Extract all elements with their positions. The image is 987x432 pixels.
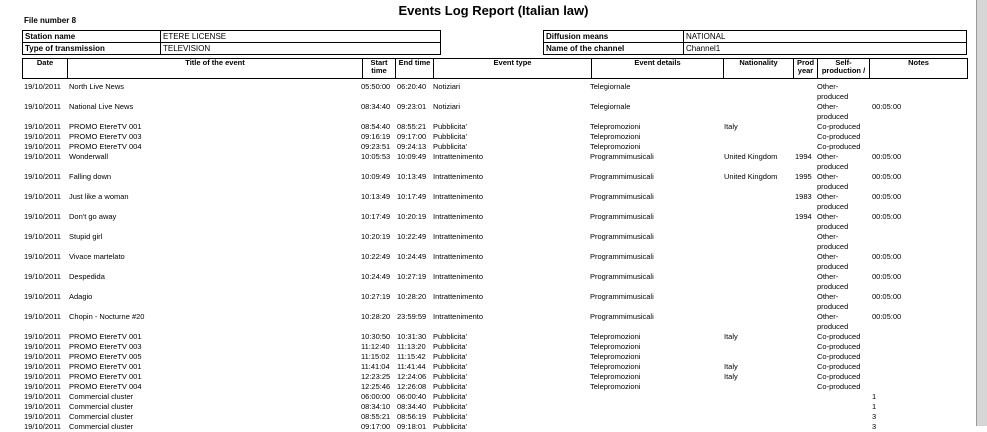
cell-notes: 00:05:00 (872, 212, 902, 221)
cell-notes: 00:05:00 (872, 292, 902, 301)
cell-production: Other-produced (817, 292, 849, 311)
diffusion-value: NATIONAL (686, 32, 726, 41)
cell-title: Commercial cluster (69, 422, 134, 431)
cell-start: 10:22:49 (361, 252, 391, 261)
cell-date: 19/10/2011 (24, 342, 61, 351)
cell-production: Co-produced (817, 122, 861, 131)
cell-end: 12:24:06 (397, 372, 427, 381)
table-row (0, 332, 987, 342)
table-row (0, 252, 987, 272)
cell-production: Other-produced (817, 82, 849, 101)
cell-type: Pubblicita' (433, 402, 467, 411)
cell-date: 19/10/2011 (24, 392, 61, 401)
cell-start: 11:12:40 (361, 342, 390, 351)
cell-type: Notiziari (433, 102, 461, 111)
cell-end: 08:55:21 (397, 122, 427, 131)
cell-title: PROMO EtereTV 005 (69, 352, 142, 361)
cell-title: Despedida (69, 272, 105, 281)
cell-type: Intrattenimento (433, 192, 484, 201)
table-row (0, 212, 987, 232)
cell-end: 12:26:08 (397, 382, 427, 391)
cell-notes: 00:05:00 (872, 252, 902, 261)
cell-start: 10:20:19 (361, 232, 391, 241)
cell-title: PROMO EtereTV 001 (69, 122, 142, 131)
cell-details: Telepromozioni (590, 352, 641, 361)
cell-end: 11:41:44 (397, 362, 426, 371)
cell-title: PROMO EtereTV 001 (69, 332, 142, 341)
table-row (0, 382, 987, 392)
cell-type: Pubblicita' (433, 382, 467, 391)
cell-type: Intrattenimento (433, 172, 484, 181)
cell-type: Pubblicita' (433, 342, 467, 351)
table-row (0, 312, 987, 332)
cell-title: Stupid girl (69, 232, 103, 241)
cell-details: Telepromozioni (590, 372, 641, 381)
cell-end: 11:13:20 (397, 342, 426, 351)
cell-title: Adagio (69, 292, 93, 301)
cell-title: Commercial cluster (69, 412, 134, 421)
cell-title: PROMO EtereTV 004 (69, 142, 142, 151)
cell-production: Other-produced (817, 252, 849, 271)
cell-date: 19/10/2011 (24, 152, 61, 161)
cell-date: 19/10/2011 (24, 372, 61, 381)
cell-type: Pubblicita' (433, 142, 467, 151)
cell-details: Programmimusicali (590, 312, 654, 321)
diffusion-label: Diffusion means (544, 31, 684, 42)
cell-nationality: Italy (724, 372, 738, 381)
cell-prod-year: 1995 (795, 172, 812, 181)
cell-start: 08:55:21 (361, 412, 391, 421)
cell-end: 06:20:40 (397, 82, 427, 91)
cell-production: Co-produced (817, 352, 861, 361)
cell-date: 19/10/2011 (24, 142, 61, 151)
cell-details: Programmimusicali (590, 252, 654, 261)
table-row (0, 132, 987, 142)
cell-end: 08:34:40 (397, 402, 427, 411)
col-self-production: Self-production / (817, 59, 869, 78)
cell-end: 10:22:49 (397, 232, 427, 241)
cell-title: North Live News (69, 82, 125, 91)
cell-date: 19/10/2011 (24, 272, 61, 281)
cell-type: Pubblicita' (433, 392, 467, 401)
cell-production: Co-produced (817, 362, 861, 371)
cell-production: Co-produced (817, 132, 861, 141)
channel-box (543, 42, 967, 55)
cell-production: Co-produced (817, 332, 861, 341)
table-row (0, 142, 987, 152)
table-header (22, 58, 968, 79)
cell-date: 19/10/2011 (24, 192, 61, 201)
cell-end: 10:17:49 (397, 192, 427, 201)
cell-date: 19/10/2011 (24, 402, 61, 411)
cell-title: Just like a woman (69, 192, 129, 201)
cell-details: Programmimusicali (590, 292, 654, 301)
cell-type: Pubblicita' (433, 352, 467, 361)
cell-notes: 00:05:00 (872, 192, 902, 201)
table-row (0, 172, 987, 192)
cell-title: Don't go away (69, 212, 117, 221)
cell-type: Intrattenimento (433, 232, 484, 241)
cell-end: 08:56:19 (397, 412, 427, 421)
cell-date: 19/10/2011 (24, 232, 61, 241)
cell-production: Other-produced (817, 212, 849, 231)
cell-title: Chopin - Nocturne #20 (69, 312, 145, 321)
cell-date: 19/10/2011 (24, 172, 61, 181)
cell-type: Pubblicita' (433, 422, 467, 431)
cell-end: 10:31:30 (397, 332, 427, 341)
cell-production: Other-produced (817, 102, 849, 121)
cell-production: Other-produced (817, 172, 849, 191)
cell-details: Programmimusicali (590, 152, 654, 161)
cell-start: 10:09:49 (361, 172, 391, 181)
cell-end: 09:18:01 (397, 422, 427, 431)
col-start: Start time (362, 59, 395, 78)
cell-details: Telepromozioni (590, 332, 641, 341)
cell-end: 10:28:20 (397, 292, 427, 301)
cell-start: 10:27:19 (361, 292, 391, 301)
cell-prod-year: 1994 (795, 152, 812, 161)
cell-production: Other-produced (817, 152, 849, 171)
cell-type: Pubblicita' (433, 362, 467, 371)
cell-date: 19/10/2011 (24, 292, 61, 301)
cell-start: 09:17:00 (361, 422, 391, 431)
cell-title: Commercial cluster (69, 402, 134, 411)
table-row (0, 192, 987, 212)
cell-notes: 00:05:00 (872, 102, 902, 111)
cell-title: Wonderwall (69, 152, 109, 161)
transmission-label: Type of transmission (23, 43, 161, 54)
cell-title: PROMO EtereTV 004 (69, 382, 142, 391)
table-row (0, 422, 987, 432)
cell-notes: 00:05:00 (872, 172, 902, 181)
cell-nationality: Italy (724, 332, 738, 341)
cell-production: Other-produced (817, 312, 849, 331)
cell-end: 09:23:01 (397, 102, 427, 111)
transmission-box (22, 42, 441, 55)
cell-date: 19/10/2011 (24, 82, 61, 91)
cell-end: 09:24:13 (397, 142, 427, 151)
cell-production: Co-produced (817, 382, 861, 391)
cell-date: 19/10/2011 (24, 362, 61, 371)
table-row (0, 82, 987, 102)
channel-value: Channel1 (686, 44, 721, 53)
col-prod-year: Prod year (793, 59, 817, 78)
cell-end: 10:27:19 (397, 272, 427, 281)
transmission-value: TELEVISION (163, 44, 211, 53)
cell-type: Intrattenimento (433, 152, 484, 161)
col-nationality: Nationality (723, 59, 793, 78)
cell-title: Falling down (69, 172, 112, 181)
cell-notes: 1 (872, 402, 877, 411)
cell-date: 19/10/2011 (24, 312, 61, 321)
table-row (0, 292, 987, 312)
cell-details: Telepromozioni (590, 362, 641, 371)
col-details: Event details (591, 59, 723, 78)
cell-type: Notiziari (433, 82, 461, 91)
cell-notes: 3 (872, 412, 877, 421)
cell-details: Telegiornale (590, 102, 631, 111)
cell-end: 10:13:49 (397, 172, 427, 181)
col-end: End time (395, 59, 433, 78)
cell-date: 19/10/2011 (24, 212, 61, 221)
cell-start: 08:34:40 (361, 102, 391, 111)
station-name-value: ETERE LICENSE (163, 32, 227, 41)
cell-title: Vivace martelato (69, 252, 125, 261)
col-type: Event type (433, 59, 591, 78)
table-row (0, 102, 987, 122)
cell-type: Intrattenimento (433, 292, 484, 301)
cell-end: 10:20:19 (397, 212, 427, 221)
cell-details: Programmimusicali (590, 192, 654, 201)
cell-nationality: United Kingdom (724, 152, 778, 161)
station-name-label: Station name (23, 31, 161, 42)
cell-start: 11:15:02 (361, 352, 390, 361)
table-row (0, 272, 987, 292)
cell-production: Other-produced (817, 232, 849, 251)
cell-end: 10:24:49 (397, 252, 427, 261)
cell-date: 19/10/2011 (24, 382, 61, 391)
cell-date: 19/10/2011 (24, 102, 61, 111)
cell-production: Co-produced (817, 142, 861, 151)
cell-details: Telepromozioni (590, 132, 641, 141)
cell-notes: 1 (872, 392, 877, 401)
cell-notes: 00:05:00 (872, 312, 902, 321)
cell-title: National Live News (69, 102, 134, 111)
cell-details: Telepromozioni (590, 142, 641, 151)
cell-date: 19/10/2011 (24, 352, 61, 361)
cell-start: 12:25:46 (361, 382, 391, 391)
cell-details: Programmimusicali (590, 272, 654, 281)
cell-start: 11:41:04 (361, 362, 390, 371)
cell-production: Other-produced (817, 192, 849, 211)
cell-production: Co-produced (817, 372, 861, 381)
cell-date: 19/10/2011 (24, 332, 61, 341)
cell-date: 19/10/2011 (24, 132, 61, 141)
table-row (0, 352, 987, 362)
cell-date: 19/10/2011 (24, 252, 61, 261)
cell-start: 06:00:00 (361, 392, 391, 401)
table-row (0, 232, 987, 252)
cell-details: Telepromozioni (590, 122, 641, 131)
table-row (0, 152, 987, 172)
cell-end: 23:59:59 (397, 312, 427, 321)
cell-nationality: United Kingdom (724, 172, 778, 181)
col-title: Title of the event (67, 59, 362, 78)
cell-details: Telepromozioni (590, 382, 641, 391)
cell-date: 19/10/2011 (24, 122, 61, 131)
table-row (0, 392, 987, 402)
cell-nationality: Italy (724, 122, 738, 131)
cell-start: 05:50:00 (361, 82, 391, 91)
table-row (0, 122, 987, 132)
cell-type: Pubblicita' (433, 122, 467, 131)
cell-end: 10:09:49 (397, 152, 427, 161)
cell-start: 10:13:49 (361, 192, 391, 201)
cell-start: 09:16:19 (361, 132, 391, 141)
cell-date: 19/10/2011 (24, 412, 61, 421)
cell-end: 06:00:40 (397, 392, 427, 401)
cell-details: Telegiornale (590, 82, 631, 91)
cell-title: PROMO EtereTV 001 (69, 372, 142, 381)
cell-production: Co-produced (817, 342, 861, 351)
cell-start: 10:05:53 (361, 152, 391, 161)
cell-start: 08:54:40 (361, 122, 391, 131)
cell-start: 10:30:50 (361, 332, 391, 341)
cell-type: Pubblicita' (433, 332, 467, 341)
cell-start: 10:17:49 (361, 212, 391, 221)
cell-notes: 00:05:00 (872, 152, 902, 161)
cell-start: 10:28:20 (361, 312, 391, 321)
cell-type: Intrattenimento (433, 312, 484, 321)
cell-production: Other-produced (817, 272, 849, 291)
cell-prod-year: 1983 (795, 192, 812, 201)
cell-notes: 3 (872, 422, 877, 431)
cell-start: 10:24:49 (361, 272, 391, 281)
cell-start: 12:23:25 (361, 372, 391, 381)
page-edge (976, 0, 987, 426)
table-row (0, 362, 987, 372)
table-row (0, 412, 987, 422)
col-notes: Notes (869, 59, 967, 78)
cell-end: 11:15:42 (397, 352, 426, 361)
cell-prod-year: 1994 (795, 212, 812, 221)
cell-notes: 00:05:00 (872, 272, 902, 281)
cell-type: Intrattenimento (433, 212, 484, 221)
table-row (0, 402, 987, 412)
cell-type: Intrattenimento (433, 252, 484, 261)
report-title: Events Log Report (Italian law) (398, 3, 589, 18)
cell-date: 19/10/2011 (24, 422, 61, 431)
cell-details: Programmimusicali (590, 232, 654, 241)
cell-type: Pubblicita' (433, 132, 467, 141)
cell-type: Pubblicita' (433, 412, 467, 421)
cell-title: PROMO EtereTV 001 (69, 362, 142, 371)
cell-type: Pubblicita' (433, 372, 467, 381)
cell-details: Programmimusicali (590, 212, 654, 221)
cell-type: Intrattenimento (433, 272, 484, 281)
table-row (0, 372, 987, 382)
table-body (0, 82, 987, 432)
table-row (0, 342, 987, 352)
cell-details: Telepromozioni (590, 342, 641, 351)
channel-label: Name of the channel (544, 43, 684, 54)
cell-start: 08:34:10 (361, 402, 391, 411)
cell-title: PROMO EtereTV 003 (69, 132, 142, 141)
cell-start: 09:23:51 (361, 142, 391, 151)
cell-title: PROMO EtereTV 003 (69, 342, 142, 351)
col-date: Date (36, 58, 54, 67)
cell-end: 09:17:00 (397, 132, 427, 141)
cell-details: Programmimusicali (590, 172, 654, 181)
cell-title: Commercial cluster (69, 392, 134, 401)
file-number: File number 8 (24, 16, 77, 25)
cell-nationality: Italy (724, 362, 738, 371)
